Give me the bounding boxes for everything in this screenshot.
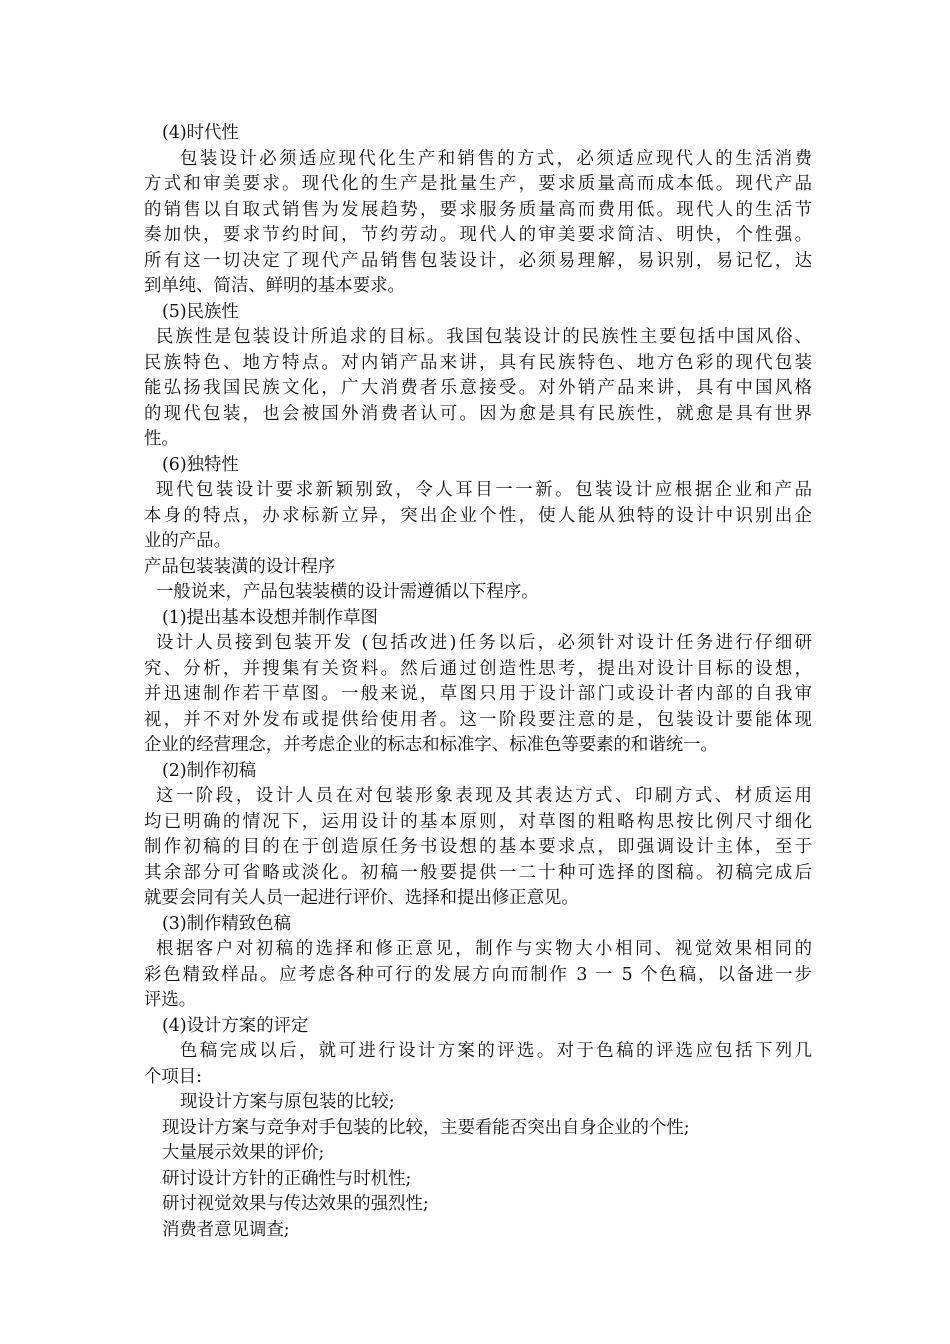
paragraph-line: 评选。	[144, 990, 197, 1010]
paragraph-line: 的现代包装，也会被国外消费者认可。因为愈是具有民族性，就愈是具有世界	[144, 403, 812, 424]
paragraph-line: 就要会同有关人员一起进行评价、选择和提出修正意见。	[144, 888, 579, 908]
paragraph-line: 企业的经营理念，并考虑企业的标志和标准字、标准色等要素的和谐统一。	[144, 735, 718, 755]
paragraph-line: 奏加快，要求节约时间，节约劳动。现代人的审美要求简洁、明快，个性强。	[144, 225, 812, 245]
heading-nationality: (5)民族性	[162, 301, 239, 322]
paragraph-line: 这一阶段，设计人员在对包装形象表现及其表达方式、印刷方式、材质运用	[156, 786, 812, 806]
paragraph-line: 到单纯、简洁、鲜明的基本要求。	[144, 276, 405, 296]
heading-timeliness: (4)时代性	[162, 123, 239, 143]
heading-step-3: (3)制作精致色稿	[162, 913, 291, 934]
paragraph-line: 其余部分可省略或淡化。初稿一般要提供一二十种可选择的图稿。初稿完成后	[144, 862, 812, 883]
paragraph-line: 视，并不对外发布或提供给使用者。这一阶段要注意的是，包装设计要能体现	[144, 709, 812, 730]
paragraph-line: 本身的特点，办求标新立异，突出企业个性，使人能从独特的设计中识别出企	[144, 505, 812, 526]
paragraph-line: 究、分析，并搜集有关资料。然后通过创造性思考，提出对设计目标的设想，	[144, 658, 812, 679]
heading-step-1: (1)提出基本设想并制作草图	[162, 607, 378, 628]
paragraph-line: 能弘扬我国民族文化，广大消费者乐意接受。对外销产品来讲，具有中国风格	[144, 378, 812, 398]
paragraph-line: 色稿完成以后，就可进行设计方案的评选。对于色稿的评选应包括下列几	[180, 1041, 812, 1061]
paragraph-line: 彩色精致样品。应考虑各种可行的发展方向而制作 3 一 5 个色稿，以备进一步	[144, 964, 812, 985]
section-title: 产品包装装潢的设计程序	[144, 556, 336, 577]
paragraph-line: 并迅速制作若干草图。一般来说，草图只用于设计部门或设计者内部的自我审	[144, 684, 812, 704]
paragraph-line: 所有这一切决定了现代产品销售包装设计，必须易理解，易识别，易记忆，达	[144, 250, 812, 271]
paragraph-line: 均已明确的情况下，运用设计的基本原则，对草图的粗略构思按比例尺寸细化	[144, 811, 812, 832]
list-item: 研讨设计方针的正确性与时机性;	[162, 1168, 412, 1189]
paragraph-line: 方式和审美要求。现代化的生产是批量生产，要求质量高而成本低。现代产品	[144, 174, 812, 194]
paragraph-line: 包装设计必须适应现代化生产和销售的方式，必须适应现代人的生活消费	[180, 148, 812, 169]
list-item: 现设计方案与竞争对手包装的比较，主要看能否突出自身企业的个性;	[162, 1117, 690, 1138]
paragraph-line: 民族特色、地方特点。对内销产品来讲，具有民族特色、地方色彩的现代包装	[144, 352, 812, 373]
list-item: 消费者意见调查;	[162, 1219, 290, 1240]
paragraph-line: 一般说来，产品包装装横的设计需遵循以下程序。	[156, 582, 539, 602]
paragraph-line: 民族性是包装设计所追求的目标。我国包装设计的民族性主要包括中国风俗、	[156, 327, 812, 347]
list-item: 研讨视觉效果与传达效果的强烈性;	[162, 1194, 429, 1214]
list-item: 现设计方案与原包装的比较;	[180, 1092, 395, 1112]
paragraph-line: 个项目:	[144, 1066, 203, 1087]
paragraph-line: 性。	[144, 429, 179, 449]
heading-step-2: (2)制作初稿	[162, 760, 257, 781]
heading-step-4: (4)设计方案的评定	[162, 1015, 309, 1036]
heading-uniqueness: (6)独特性	[162, 454, 239, 475]
paragraph-line: 现代包装设计要求新颖别致，令人耳目一一新。包装设计应根据企业和产品	[156, 480, 812, 500]
paragraph-line: 业的产品。	[144, 531, 231, 551]
paragraph-line: 根据客户对初稿的选择和修正意见，制作与实物大小相同、视觉效果相同的	[156, 939, 812, 959]
paragraph-line: 制作初稿的目的在于创造原任务书设想的基本要求点，即强调设计主体，至于	[144, 837, 812, 857]
list-item: 大量展示效果的评价;	[162, 1143, 325, 1163]
paragraph-line: 设计人员接到包装开发 (包括改进)任务以后，必须针对设计任务进行仔细研	[156, 633, 812, 653]
paragraph-line: 的销售以自取式销售为发展趋势，要求服务质量高而费用低。现代人的生活节	[144, 199, 812, 220]
document-body	[144, 121, 812, 1243]
